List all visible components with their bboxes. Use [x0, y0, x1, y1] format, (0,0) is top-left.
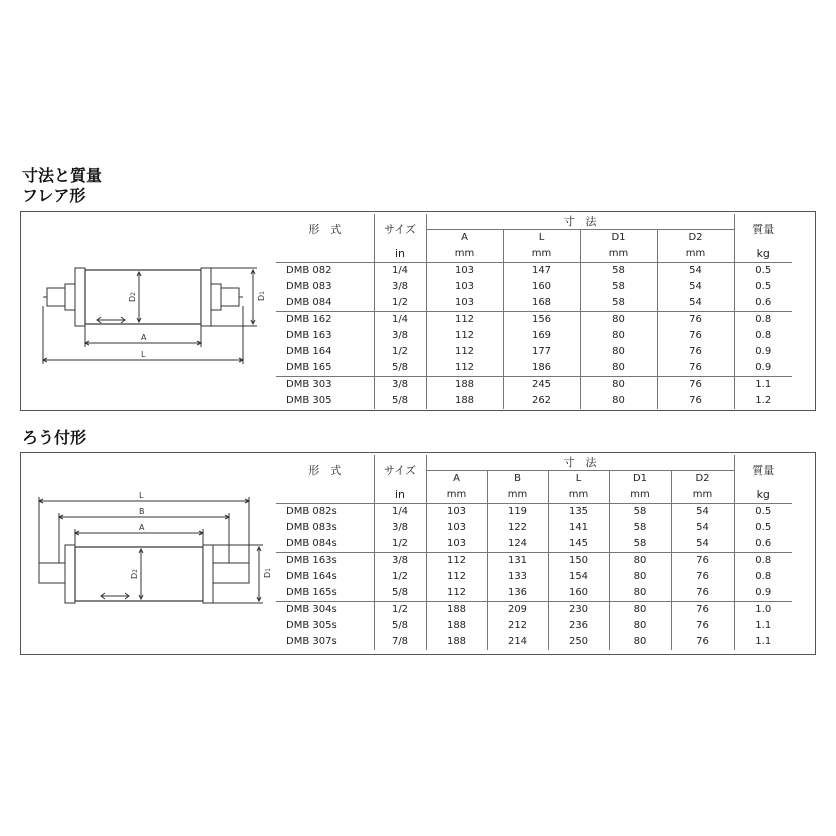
- col-A-label: A: [426, 230, 503, 246]
- flare-right-nut: [221, 288, 239, 306]
- table-row: DMB 083 3/8 103 160 58 54 0.5: [276, 279, 792, 295]
- size-header: サイズ: [374, 455, 426, 486]
- flare-panel: [20, 211, 816, 411]
- brazed-left-flange: [65, 545, 75, 603]
- col-D1-label: D1: [580, 230, 657, 246]
- table-row: DMB 305s 5/8 188 212 236 80 76 1.1: [276, 618, 792, 634]
- col-D1-unit: mm: [609, 486, 671, 504]
- dim-label-A: A: [139, 523, 145, 532]
- table-row: DMB 162 1/4 112 156 80 76 0.8: [276, 312, 792, 329]
- brazed-section-title: ろう付形: [22, 428, 87, 447]
- brazed-spec-table: [276, 455, 792, 650]
- table-row: DMB 307s 7/8 188 214 250 80 76 1.1: [276, 634, 792, 650]
- col-A-unit: mm: [426, 486, 487, 504]
- table-row: DMB 165 5/8 112 186 80 76 0.9: [276, 360, 792, 377]
- table-row: DMB 082 1/4 103 147 58 54 0.5: [276, 263, 792, 280]
- flare-left-flange: [75, 268, 85, 326]
- table-row: DMB 163 3/8 112 169 80 76 0.8: [276, 328, 792, 344]
- table-row: DMB 304s 1/2 188 209 230 80 76 1.0: [276, 602, 792, 619]
- table-row: DMB 084s 1/2 103 124 145 58 54 0.6: [276, 536, 792, 553]
- dim-label-B: B: [139, 507, 145, 516]
- col-D1-unit: mm: [580, 245, 657, 263]
- mass-header: 質量: [734, 455, 792, 486]
- table-row: DMB 082s 1/4 103 119 135 58 54 0.5: [276, 504, 792, 521]
- mass-unit: kg: [734, 245, 792, 263]
- dims-header: 寸 法: [426, 214, 734, 230]
- size-header: サイズ: [374, 214, 426, 245]
- col-L-label: L: [548, 471, 609, 487]
- dim-label-D1: D1: [257, 291, 266, 301]
- dim-label-D2: D2: [130, 569, 139, 579]
- col-A-label: A: [426, 471, 487, 487]
- brazed-body: [75, 547, 203, 601]
- flare-filter-diagram: [21, 212, 281, 410]
- flare-section-title: フレア形: [22, 186, 86, 205]
- mass-header: 質量: [734, 214, 792, 245]
- col-L-unit: mm: [548, 486, 609, 504]
- table-row: DMB 164s 1/2 112 133 154 80 76 0.8: [276, 569, 792, 585]
- col-A-unit: mm: [426, 245, 503, 263]
- col-D2-unit: mm: [657, 245, 734, 263]
- col-D2-label: D2: [657, 230, 734, 246]
- brazed-panel: [20, 452, 816, 655]
- dim-label-L: L: [141, 350, 146, 359]
- dims-header: 寸 法: [426, 455, 734, 471]
- col-D2-unit: mm: [671, 486, 734, 504]
- dim-label-D2: D2: [128, 292, 137, 302]
- dim-label-L: L: [139, 491, 144, 500]
- size-unit: in: [374, 245, 426, 263]
- flare-left-hex: [65, 284, 75, 310]
- col-L-label: L: [503, 230, 580, 246]
- table-row: DMB 083s 3/8 103 122 141 58 54 0.5: [276, 520, 792, 536]
- table-row: DMB 165s 5/8 112 136 160 80 76 0.9: [276, 585, 792, 602]
- model-header: 形 式: [308, 463, 342, 477]
- dim-label-D1: D1: [263, 568, 272, 578]
- size-unit: in: [374, 486, 426, 504]
- page-title: 寸法と質量: [22, 166, 103, 185]
- brazed-right-tube: [213, 563, 249, 583]
- flare-left-nut: [47, 288, 65, 306]
- flare-right-hex: [211, 284, 221, 310]
- table-row: DMB 305 5/8 188 262 80 76 1.2: [276, 393, 792, 409]
- col-D1-label: D1: [609, 471, 671, 487]
- table-row: DMB 084 1/2 103 168 58 54 0.6: [276, 295, 792, 312]
- flare-spec-table: [276, 214, 792, 409]
- brazed-right-flange: [203, 545, 213, 603]
- flare-body: [85, 270, 201, 324]
- col-B-unit: mm: [487, 486, 548, 504]
- col-B-label: B: [487, 471, 548, 487]
- table-row: DMB 164 1/2 112 177 80 76 0.9: [276, 344, 792, 360]
- model-header: 形 式: [308, 222, 342, 236]
- mass-unit: kg: [734, 486, 792, 504]
- brazed-filter-diagram: [21, 453, 281, 653]
- col-D2-label: D2: [671, 471, 734, 487]
- dim-label-A: A: [141, 333, 147, 342]
- table-row: DMB 303 3/8 188 245 80 76 1.1: [276, 377, 792, 394]
- col-L-unit: mm: [503, 245, 580, 263]
- table-row: DMB 163s 3/8 112 131 150 80 76 0.8: [276, 553, 792, 570]
- flare-right-flange: [201, 268, 211, 326]
